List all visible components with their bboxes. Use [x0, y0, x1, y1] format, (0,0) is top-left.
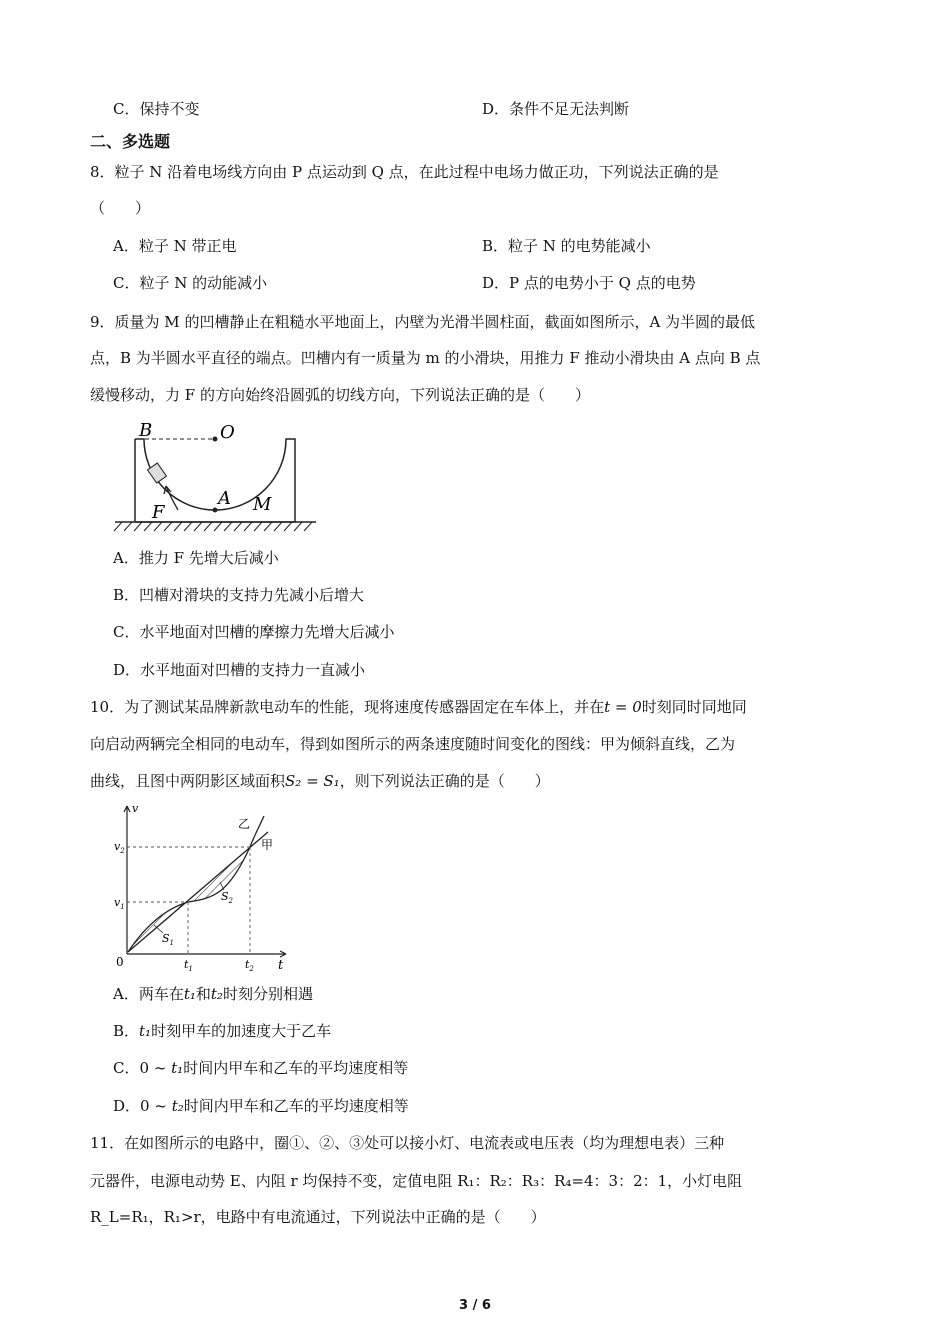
- origin-label: 0: [116, 955, 124, 969]
- q9-stem-line2: 点，B 为半圆水平直径的端点。凹槽内有一质量为 m 的小滑块，用推力 F 推动小滑块由 A 点向 B 点: [90, 349, 761, 367]
- q8-option-b: B．粒子 N 的电势能减小: [482, 237, 651, 255]
- q10-option-a: A．两车在t₁和t₂时刻分别相遇: [113, 985, 313, 1003]
- q10-vt-graph: [108, 800, 294, 976]
- q10-stem-line1-math: t = 0: [604, 698, 642, 716]
- q11-stem-line3: R_L=R₁，R₁>r，电路中有电流通过，下列说法中正确的是（ ）: [90, 1208, 546, 1226]
- q11-stem-line2: 元器件，电源电动势 E、内阻 r 均保持不变，定值电阻 R₁：R₂：R₃：R₄=4：3：2：1，小灯电阻: [90, 1172, 743, 1190]
- q9-stem-line1: 9．质量为 M 的凹槽静止在粗糙水平地面上，内壁为光滑半圆柱面，截面如图所示，A 为半圆的最低: [90, 313, 756, 331]
- section-heading: 二、多选题: [90, 132, 171, 151]
- page-number: 3 / 6: [459, 1298, 491, 1313]
- label-a: A: [218, 488, 231, 509]
- line-jia-label: 甲: [261, 838, 274, 852]
- label-o: O: [220, 422, 235, 443]
- v1-label: $v_1$: [114, 896, 125, 911]
- q10-stem-line3-pre: 曲线，且图中两阴影区域面积: [90, 772, 286, 790]
- q8-option-c: C．粒子 N 的动能减小: [113, 274, 268, 292]
- q10-stem-line3-math: S₂ = S₁: [285, 772, 340, 790]
- q10-option-d: D．0 ~ t₂时间内甲车和乙车的平均速度相等: [113, 1097, 409, 1115]
- q9-groove-figure: [108, 414, 323, 536]
- axis-t: t: [278, 958, 284, 973]
- q9-option-d: D．水平地面对凹槽的支持力一直减小: [113, 661, 366, 679]
- q10-stem-line1: [90, 697, 747, 717]
- q10-option-b: B．t₁时刻甲车的加速度大于乙车: [113, 1022, 332, 1040]
- label-f: F: [152, 502, 165, 523]
- curve-yi-label: 乙: [238, 817, 251, 831]
- label-m: M: [253, 494, 272, 515]
- s2-label: $S_2$: [221, 890, 234, 905]
- q9-stem-line3: 缓慢移动，力 F 的方向始终沿圆弧的切线方向，下列说法正确的是（ ）: [90, 386, 590, 404]
- axis-v: v: [132, 802, 139, 815]
- label-b: B: [139, 420, 153, 441]
- q10-stem-line2: 向启动两辆完全相同的电动车，得到如图所示的两条速度随时间变化的图线：甲为倾斜直线，乙为: [90, 735, 736, 753]
- q11-stem-line1: 11．在如图所示的电路中，圈①、②、③处可以接小灯、电流表或电压表（均为理想电表）三种: [90, 1134, 725, 1152]
- v2-label: $v_2$: [114, 840, 125, 855]
- q8-option-d: D．P 点的电势小于 Q 点的电势: [482, 274, 696, 292]
- q8-stem-line1: 8．粒子 N 沿着电场线方向由 P 点运动到 Q 点，在此过程中电场力做正功，下列说法正确的是: [90, 163, 719, 181]
- q9-option-a: A．推力 F 先增大后减小: [113, 549, 279, 567]
- q8-option-a: A．粒子 N 带正电: [113, 237, 237, 255]
- q9-option-c: C．水平地面对凹槽的摩擦力先增大后减小: [113, 623, 395, 641]
- t2-label: $t_2$: [245, 958, 254, 973]
- q7-option-d: D．条件不足无法判断: [482, 100, 630, 118]
- q10-stem-line1-pre: 10．为了测试某品牌新款电动车的性能，现将速度传感器固定在车体上，并在: [90, 698, 605, 716]
- q10-stem-line3: [90, 771, 550, 791]
- q10-stem-line1-post: 时刻同时同地同: [641, 698, 747, 716]
- q10-option-c: C．0 ~ t₁时间内甲车和乙车的平均速度相等: [113, 1059, 409, 1077]
- s1-label: $S_1$: [162, 932, 175, 947]
- q8-stem-line2: （ ）: [90, 199, 151, 217]
- q7-option-c: C．保持不变: [113, 100, 200, 118]
- q10-stem-line3-post: ，则下列说法正确的是（ ）: [339, 772, 550, 790]
- t1-label: $t_1$: [184, 958, 193, 973]
- q9-option-b: B．凹槽对滑块的支持力先减小后增大: [113, 586, 365, 604]
